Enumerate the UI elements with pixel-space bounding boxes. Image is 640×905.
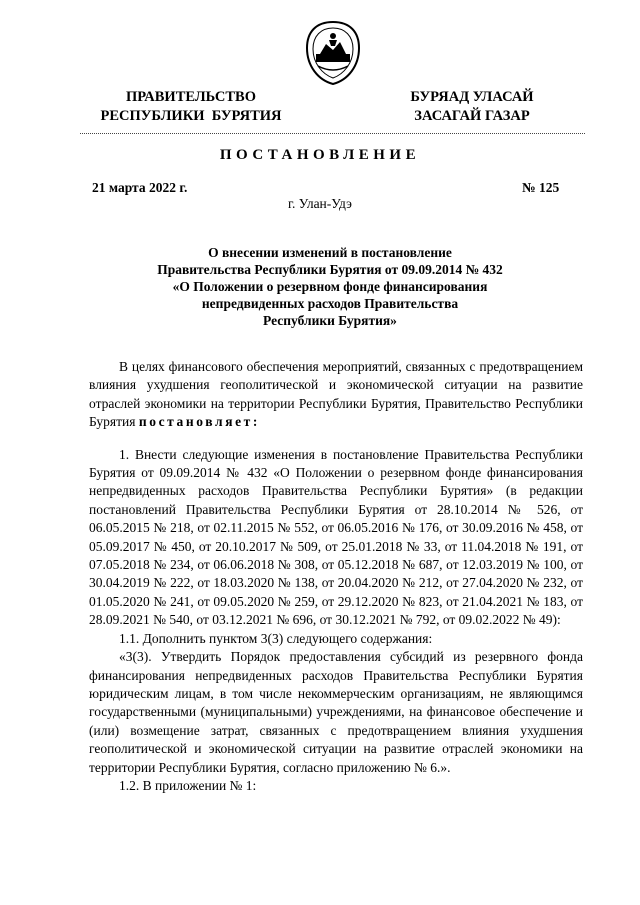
header-separator bbox=[80, 133, 585, 134]
title-line: Правительства Республики Бурятия от 09.09.2014 № 432 bbox=[157, 262, 503, 277]
header-left-block bbox=[80, 88, 302, 126]
document-type-title: ПОСТАНОВЛЕНИЕ bbox=[219, 147, 421, 163]
header-right-line1: БУРЯАД УЛАСАЙ bbox=[410, 89, 534, 105]
document-city: г. Улан-Удэ bbox=[288, 196, 352, 211]
document-subject-title bbox=[120, 244, 540, 329]
title-line: Республики Бурятия» bbox=[263, 313, 397, 328]
title-line: О внесении изменений в постановление bbox=[208, 245, 452, 260]
header-right-block bbox=[384, 88, 560, 126]
paragraph-quote: «3(3). Утвердить Порядок предоставления субсидий из резервного фонда финансирования непредвиденных расходов Правительства Республики Бурятия юридическим лицам, в том числе некоммерческим организациям, не являющимся государственными (муниципальными) учреждениями, на финансовое обеспечение и (или) возмещение затрат, связанных с предотвращением влияния ухудшения геополитической и экономической ситуации на развитие отраслей экономики на территории Республики Бурятия, согласно приложению № 6.». bbox=[89, 649, 583, 775]
intro-paragraph bbox=[89, 358, 583, 432]
document-body bbox=[89, 358, 583, 795]
header-left-line1: ПРАВИТЕЛЬСТВО bbox=[126, 89, 256, 105]
title-line: «О Положении о резервном фонде финансирования bbox=[172, 279, 488, 294]
document-date: 21 марта 2022 г. bbox=[92, 180, 188, 195]
title-line: непредвиденных расходов Правительства bbox=[201, 296, 459, 311]
document-number: № 125 bbox=[522, 180, 560, 195]
header-left-line2: РЕСПУБЛИКИ БУРЯТИЯ bbox=[100, 108, 282, 124]
intro-text: В целях финансового обеспечения мероприятий, связанных с предотвращением влияния ухудшения геополитической и экономической ситуации на развитие отраслей экономики на территории Республики Бурятия, Правительство Республики Бурятия bbox=[89, 359, 583, 430]
header-right-line2: ЗАСАГАЙ ГАЗАР bbox=[414, 108, 530, 124]
paragraph-1-2: 1.2. В приложении № 1: bbox=[119, 777, 257, 793]
coat-of-arms-emblem bbox=[302, 20, 364, 86]
paragraph-1-1: 1.1. Дополнить пунктом 3(3) следующего содержания: bbox=[119, 630, 433, 646]
resolution-verb: постановляет: bbox=[138, 414, 261, 430]
paragraph-1: 1. Внести следующие изменения в постановление Правительства Республики Бурятия от 09.09.2014 № 432 «О Положении о резервном фонде финансирования непредвиденных расходов Правительства Республики Бурятия» (в редакции постановлений Правительства Республики Бурятия от 28.10.2014 № 526, от 06.05.2015 № 218, от 02.11.2015 № 552, от 06.05.2016 № 176, от 30.09.2016 № 458, от 05.09.2017 № 450, от 20.10.2017 № 509, от 25.01.2018 № 33, от 11.04.2018 № 191, от 07.05.2018 № 234, от 06.06.2018 № 308, от 05.12.2018 № 687, от 12.03.2019 № 100, от 30.04.2019 № 222, от 18.03.2020 № 138, от 20.04.2020 № 212, от 27.04.2020 № 232, от 01.05.2020 № 241, от 09.05.2020 № 259, от 29.12.2020 № 823, от 21.04.2021 № 183, от 28.09.2021 № 540, от 03.12.2021 № 696, от 30.12.2021 № 792, от 09.02.2022 № 49): bbox=[89, 446, 583, 628]
